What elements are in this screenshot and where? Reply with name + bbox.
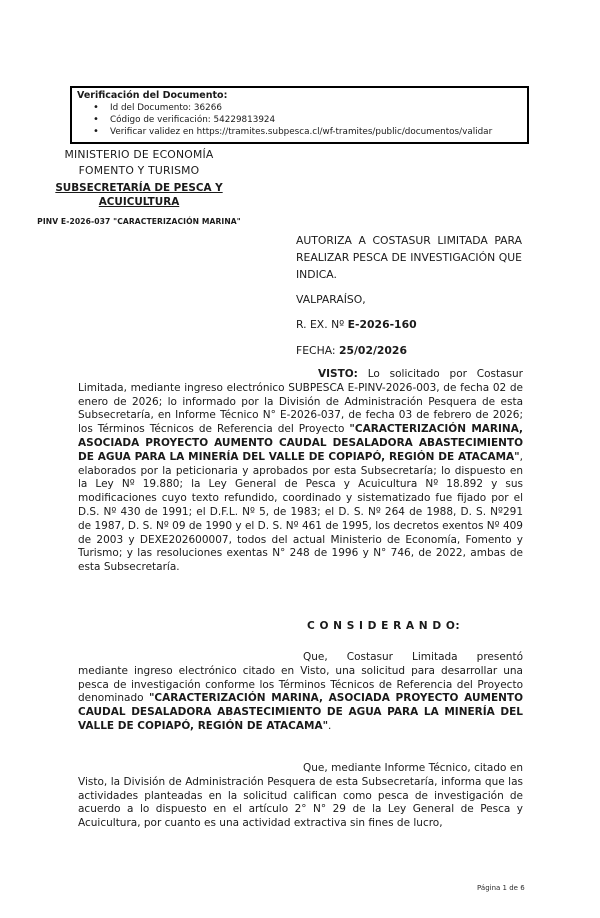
ministry-name-line-2: FOMENTO Y TURISMO [78, 163, 200, 177]
visto-paragraph: VISTO: Lo solicitado por Costasur Limitada, mediante ingreso electrónico SUBPESCA E-PINV-2026-003, de fecha 02 de enero de 2026; lo informado por la División de Administración Pesquera de esta Subsecretaría, en Informe Técnico N° E-2026-037, de fecha 03 de febrero de 2026; los Términos Técnicos de Referencia del Proyecto "CARACTERIZACIÓN MARINA, ASOCIADA PROYECTO AUMENTO CAUDAL DESALADORA ABASTECIMIENTO DE AGUA PARA LA MINERÍA DEL VALLE DE COPIAPÓ, REGIÓN DE ATACAMA", elaborados por la peticionaria y aprobados por esta Subsecretaría; lo dispuesto en la Ley Nº 19.880; la Ley General de Pesca y Acuicultura Nº 18.892 y sus modificaciones cuyo texto refundido, coordinado y sistematizado fue fijado por el D.S. Nº 430 de 1991; el D.F.L. Nº 5, de 1983; el D. S. Nº 264 de 1988, D. S. Nº291 de 1987, D. S. Nº 09 de 1990 y el D. S. Nº 461 de 1995, los decretos exentos Nº 409 de 2003 y DEXE202600007, todos del actual Ministerio de Economía, Fomento y Turismo; y las resoluciones exentas N° 248 de 1996 y N° 746, de 2022, ambas de esta Subsecretaría. [78, 368, 523, 574]
letterhead [25, 147, 253, 226]
resolution-number [296, 318, 522, 331]
considerando-heading: C O N S I D E R A N D O: [307, 620, 461, 632]
verification-list [77, 103, 522, 138]
resolution-date-value: 25/02/2026 [338, 343, 407, 357]
verification-item-url: • Verificar validez en https://tramites.subpesca.cl/wf-tramites/public/documentos/validar [77, 127, 522, 139]
resolution-heading-column [296, 233, 522, 357]
resolution-date-label: FECHA: [296, 343, 339, 357]
verification-box [70, 86, 529, 144]
resolution-date [296, 344, 522, 357]
verification-item-code: • Código de verificación: 54229813924 [77, 115, 522, 127]
considerando-paragraph-1: Que, Costasur Limitada presentó mediante ingreso electrónico citado en Visto, una solicitud para desarrollar una pesca de investigación conforme los Términos Técnicos de Referencia del Proyecto denominado "CARACTERIZACIÓN MARINA, ASOCIADA PROYECTO AUMENTO CAUDAL DESALADORA ABASTECIMIENTO DE AGUA PARA LA MINERÍA DEL VALLE DE COPIAPÓ, REGIÓN DE ATACAMA". [78, 651, 523, 732]
project-reference: PINV E-2026-037 "CARACTERIZACIÓN MARINA" [37, 217, 241, 226]
resolution-number-value: E-2026-160 [347, 318, 417, 332]
verification-item-document-id: • Id del Documento: 36266 [77, 103, 522, 115]
subsecretaria-name: SUBSECRETARÍA DE PESCA Y ACUICULTURA [55, 182, 223, 208]
resolution-subject: AUTORIZA A COSTASUR LIMITADA PARA REALIZAR PESCA DE INVESTIGACIÓN QUE INDICA. [296, 234, 522, 281]
considerando-paragraph-2: Que, mediante Informe Técnico, citado en Visto, la División de Administración Pesquera de esta Subsecretaría, informa que las actividades planteadas en la solicitud califican como pesca de investigación de acuerdo a lo dispuesto en el artículo 2° N° 29 de la Ley General de Pesca y Acuicultura, por cuanto es una actividad extractiva sin fines de lucro, [78, 762, 523, 830]
ministry-name-line-1: MINISTERIO DE ECONOMÍA [64, 148, 214, 161]
page-number: Página 1 de 6 [477, 884, 525, 892]
resolution-number-label: R. EX. Nº [296, 318, 348, 332]
city-line: VALPARAÍSO, [296, 293, 366, 307]
verification-title: Verificación del Documento: [77, 90, 228, 101]
